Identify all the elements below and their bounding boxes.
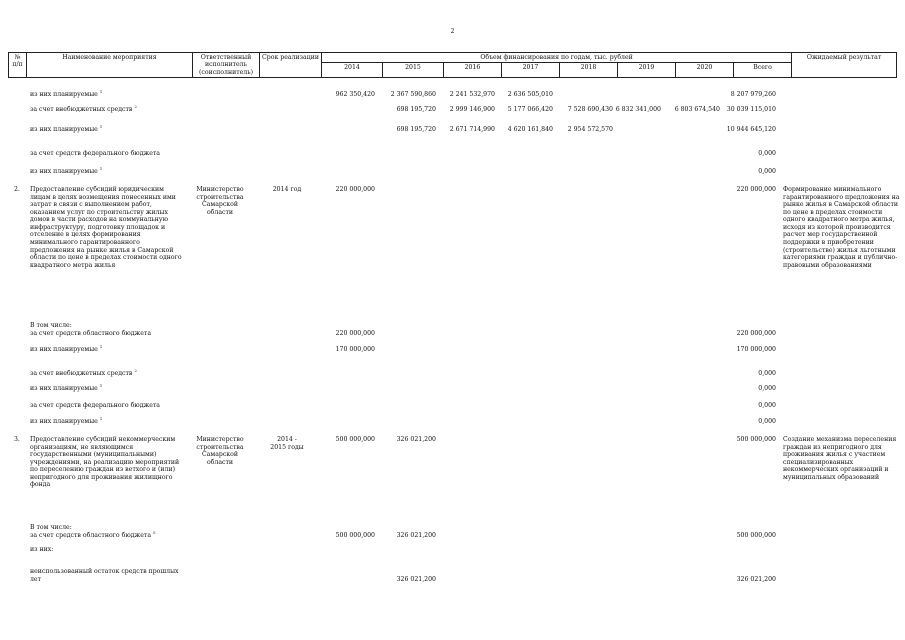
funding-value: 500 000,000 [335,532,375,539]
funding-value: 220 000,000 [736,330,776,337]
funding-value: 4 620 161,840 [507,126,553,133]
footnote-marker: 1 [99,343,103,349]
row-label [30,546,190,554]
row-label-text: из них планируемые [30,168,98,175]
header-year: 2019 [618,63,676,78]
row-label-text: за счет средств федерального бюджета [30,150,160,157]
footnote-marker: 5 [152,529,156,535]
funding-value: 2 999 146,900 [449,106,495,113]
row-label-text: за счет внебюджетных средств [30,106,133,113]
row-label-text: из них планируемые [30,385,98,392]
row-label [30,88,190,99]
funding-value: 7 528 690,430 [567,106,613,113]
funding-value: 500 000,000 [736,532,776,539]
funding-value: 0,000 [758,370,776,377]
header-year: 2016 [444,63,502,78]
row-label [30,568,190,583]
item-name: Предоставление субсидий юридическим лицам в целях возмещения понесенных ими затрат в связи с выполнением работ, оказанием услуг по строительству жилых домов в части расходов на коммунальную инфраструктуру, подготовку площадок и отселение в целях формирования минимального гарантированного предложения на рынке жилья в Самарской области по цене в пределах стоимости одного квадратного метра жилья [30,186,182,269]
item-number: 2. [14,186,20,193]
header-year: 2017 [502,63,560,78]
item-result: Формирование минимального гарантированного предложения на рынке жилья в Самарской области по цене в пределах стоимости одного квадратного метра жилья, исходя из которой производится расчет мер государственной поддержки в приобретении (строительстве) жилья льготными категориями граждан и публично-правовыми образованиями [783,186,900,269]
row-label-text: из них планируемые [30,346,98,353]
row-label [30,382,190,393]
page-number: 2 [450,28,455,35]
header-name: Наименование мероприятия [27,53,193,78]
funding-value: 2 367 590,860 [390,91,436,98]
footnote-marker: 1 [99,165,103,171]
footnote-marker: 1 [99,88,103,94]
funding-value: 326 021,200 [396,576,436,583]
header-result: Ожидаемый результат [792,53,897,78]
row-label [30,150,190,158]
funding-value: 5 177 066,420 [507,106,553,113]
footnote-marker: 1 [99,415,103,421]
item-number: 3. [14,436,20,443]
funding-value: 6 832 341,000 [615,106,661,113]
funding-value: 2 241 532,970 [449,91,495,98]
row-label [30,322,190,337]
row-label [30,103,190,114]
table-header [8,52,897,78]
funding-value: 2 636 505,010 [507,91,553,98]
funding-value: 6 803 674,540 [674,106,720,113]
row-label-text: из них планируемые [30,418,98,425]
header-funding: Объем финансирования по годам, тыс. рублей [322,53,792,63]
row-label-text: за счет внебюджетных средств [30,370,133,377]
header-term: Срок реализации [260,53,322,78]
row-label-text: неиспользованный остаток средств прошлых лет [30,568,179,583]
row-label [30,524,190,539]
funding-value: 0,000 [758,150,776,157]
header-responsible: Ответственный исполнитель (соисполнитель) [193,53,260,78]
row-label-text: В том числе: за счет средств областного бюджета [30,524,152,539]
row-label-text: из них планируемые [30,126,98,133]
funding-value: 0,000 [758,418,776,425]
funding-value: 326 021,200 [736,576,776,583]
funding-value: 220 000,000 [335,186,375,193]
funding-value: 326 021,200 [396,532,436,539]
funding-value: 698 195,720 [396,106,436,113]
row-label-text: из них планируемые [30,91,98,98]
funding-value: 30 039 115,010 [726,106,776,113]
footnote-marker: 1 [99,382,103,388]
item-name: Предоставление субсидий некоммерческим организациям, не являющимся государственными (муниципальными) учреждениями, на реализацию мероприятий по переселению граждан из ветхого и (или) непригодного для проживания жилищного фонда [30,436,180,489]
header-year-total: Всего [734,63,792,78]
footnote-marker: 1 [99,123,103,129]
funding-value: 500 000,000 [736,436,776,443]
funding-value: 220 000,000 [335,330,375,337]
item-term: 2014 год [272,186,302,193]
funding-value: 326 021,200 [396,436,436,443]
row-label [30,402,190,410]
item-term: 2014 - 2015 годы [270,436,304,451]
funding-value: 2 671 714,990 [449,126,495,133]
footnote-marker: 2 [134,367,137,373]
header-year: 2014 [322,63,383,78]
row-label [30,123,190,134]
row-label-text: В том числе: за счет средств областного бюджета [30,322,152,337]
header-year: 2015 [383,63,444,78]
funding-value: 10 944 645,120 [726,126,776,133]
row-label-text: из них: [30,546,54,553]
footnote-marker: 2 [134,103,137,109]
header-year: 2018 [560,63,618,78]
header-number: № п/п [9,53,27,78]
funding-value: 170 000,000 [736,346,776,353]
row-label [30,343,190,354]
row-label [30,367,190,378]
funding-value: 0,000 [758,168,776,175]
header-year: 2020 [676,63,734,78]
row-label [30,165,190,176]
funding-value: 2 954 572,570 [567,126,613,133]
funding-value: 8 207 979,260 [730,91,776,98]
item-responsible: Министерство строительства Самарской области [196,186,244,216]
row-label [30,415,190,426]
funding-value: 962 350,420 [335,91,375,98]
funding-value: 0,000 [758,385,776,392]
funding-value: 220 000,000 [736,186,776,193]
funding-value: 500 000,000 [335,436,375,443]
funding-value: 698 195,720 [396,126,436,133]
funding-value: 170 000,000 [335,346,375,353]
row-label-text: за счет средств федерального бюджета [30,402,160,409]
item-responsible: Министерство строительства Самарской области [196,436,244,466]
funding-value: 0,000 [758,402,776,409]
item-result: Создание механизма переселения граждан из непригодного для проживания жилья с участием специализированных некоммерческих организаций и муниципальных образований [783,436,897,481]
